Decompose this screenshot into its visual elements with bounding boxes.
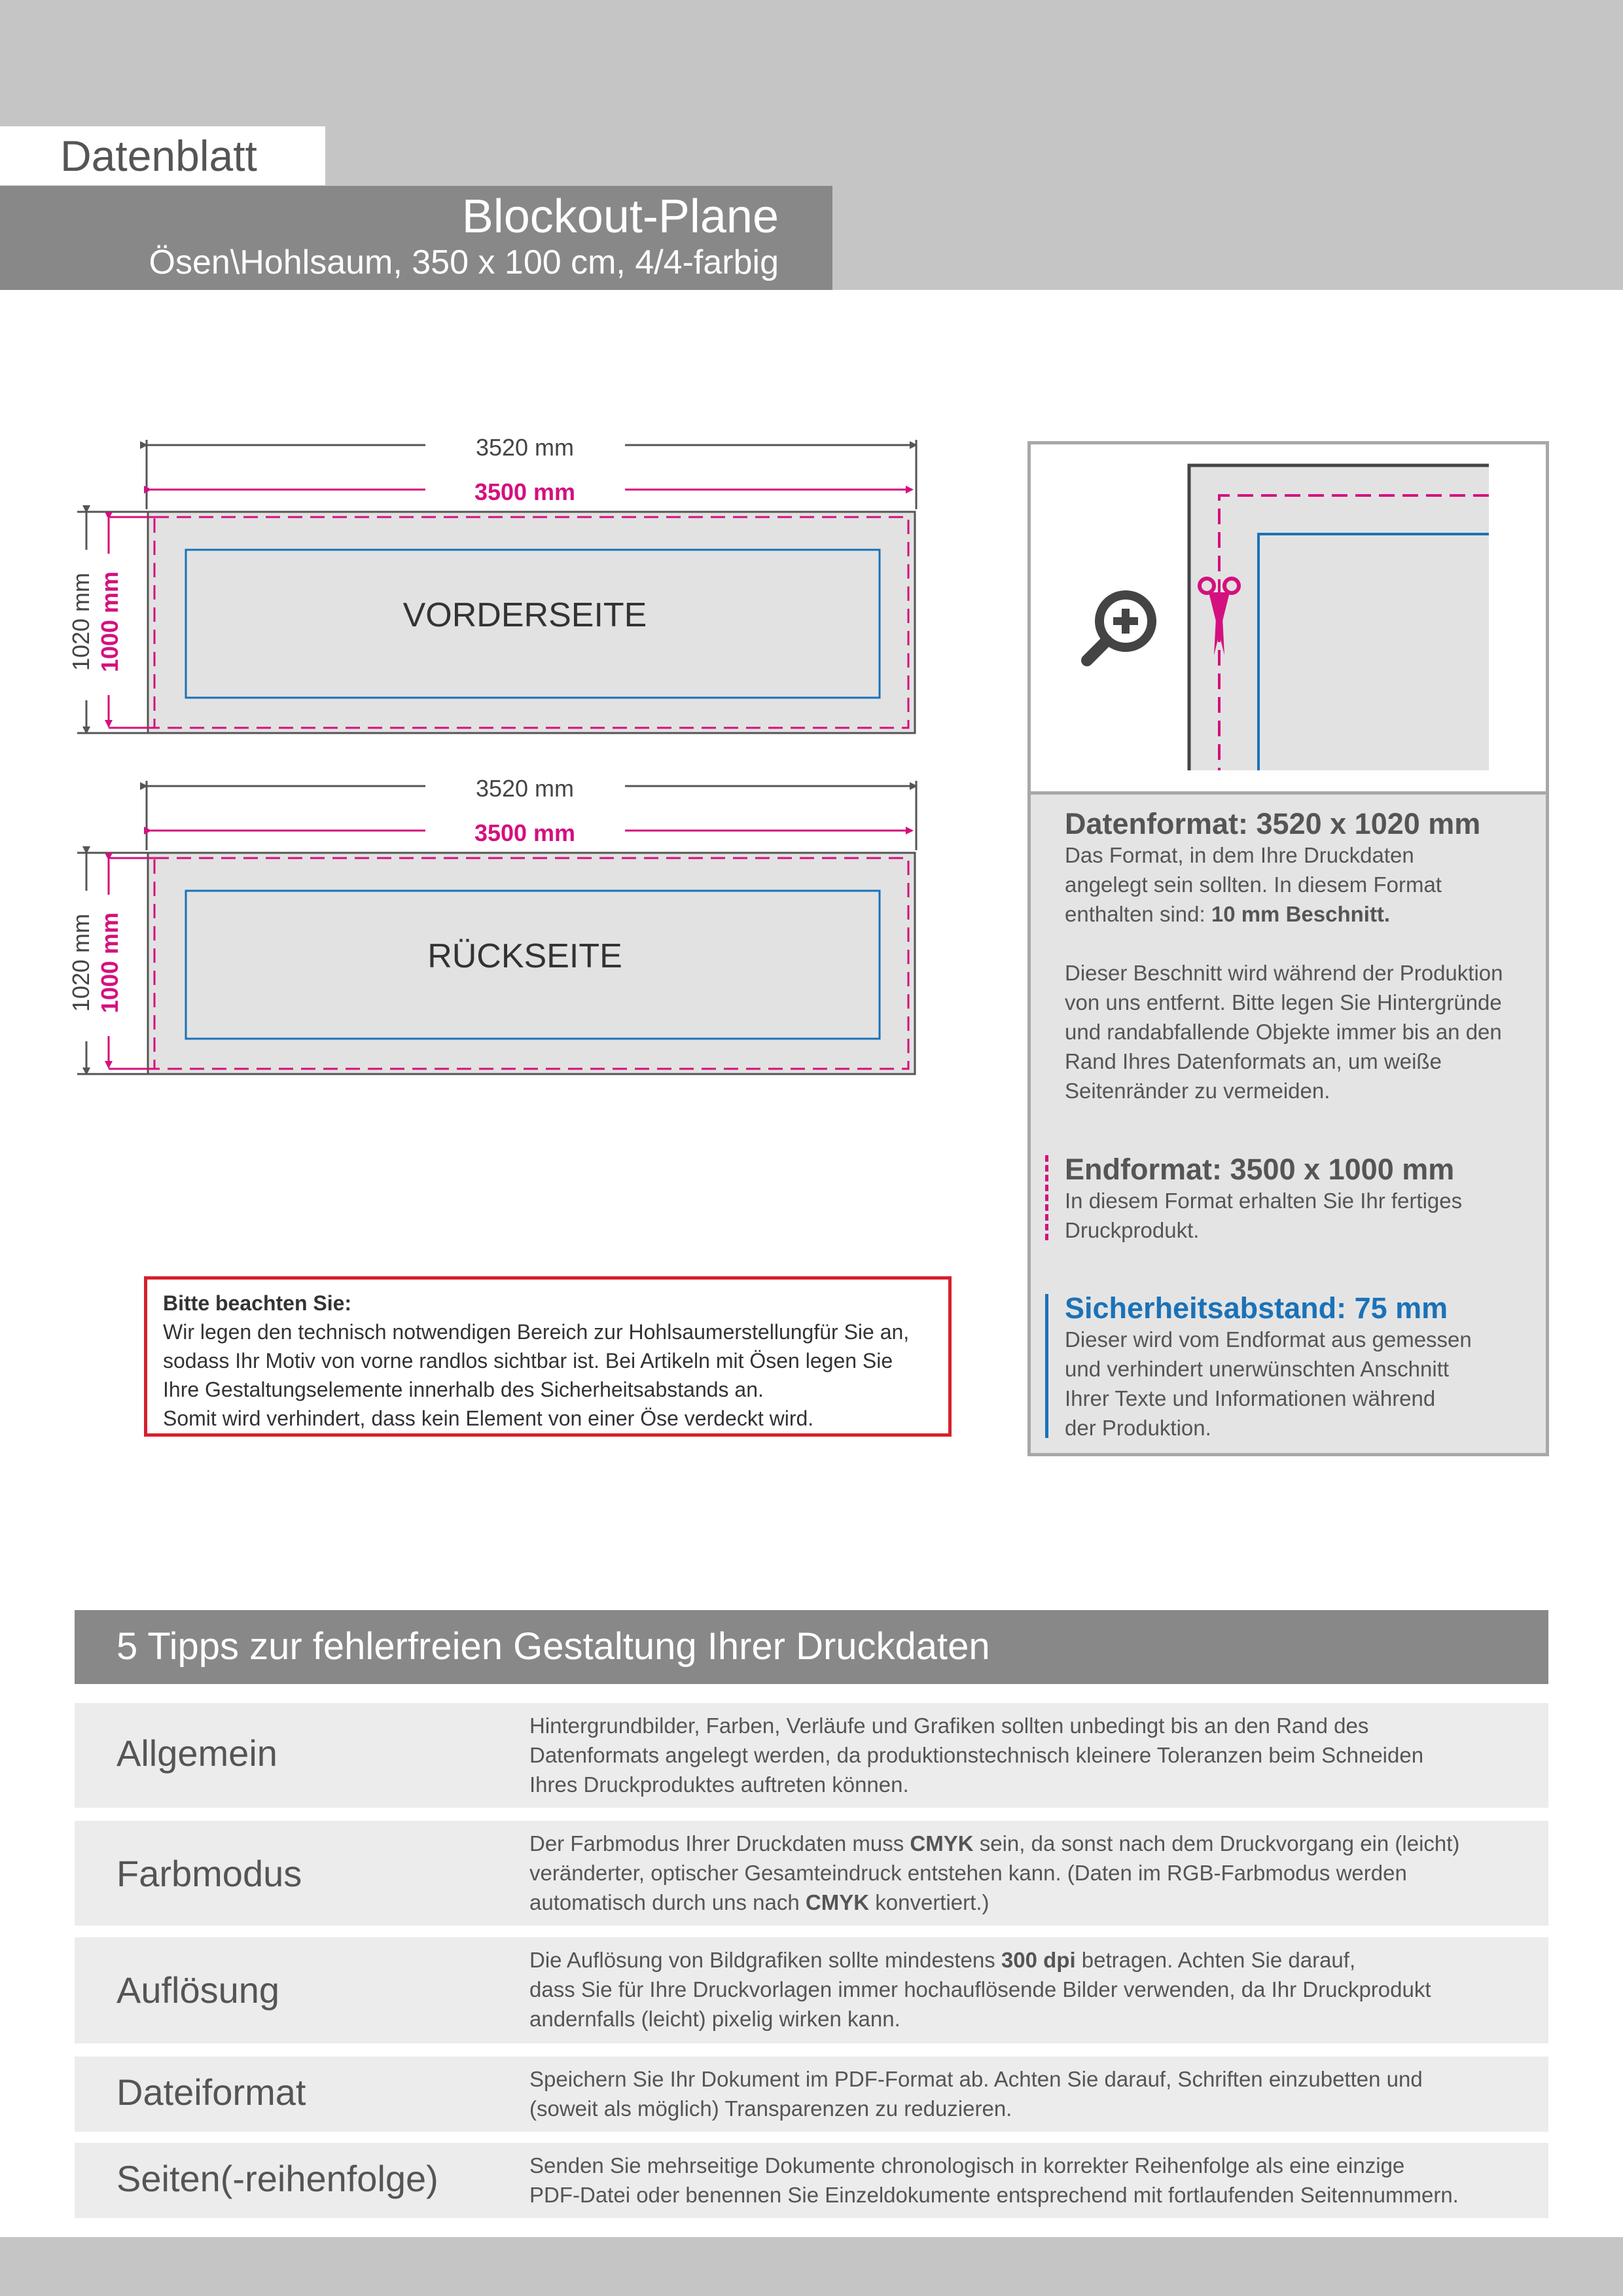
notice-line: Ihre Gestaltungselemente innerhalb des Sicherheitsabstands an. — [163, 1378, 764, 1401]
bottom-band — [0, 2237, 1623, 2296]
back-final-width: 3500 mm — [474, 819, 576, 846]
datenformat-text: angelegt sein sollten. In diesem Format — [1065, 872, 1442, 897]
back-final-height: 1000 mm — [96, 912, 123, 1014]
sicherheit-text: der Produktion. — [1065, 1416, 1211, 1440]
tips-title: 5 Tipps zur fehlerfreien Gestaltung Ihrer Druckdaten — [116, 1625, 990, 1668]
sicherheit-text: Dieser wird vom Endformat aus gemessen — [1065, 1327, 1472, 1352]
notice-box — [144, 1276, 952, 1437]
front-diagram — [67, 434, 916, 733]
tip-row-seiten — [75, 2143, 1548, 2218]
notice-line: Somit wird verhindert, dass kein Element von einer Öse verdeckt wird. — [163, 1407, 814, 1430]
notice-line: Wir legen den technisch notwendigen Bereich zur Hohlsaumerstellungfür Sie an, — [163, 1320, 910, 1344]
endformat-text: Druckprodukt. — [1065, 1218, 1200, 1242]
tip-text: Hintergrundbilder, Farben, Verläufe und Grafiken sollten unbedingt bis an den Rand des Datenformats angelegt werden, da produktionstechnisch kleinere Toleranzen beim Schneiden Ihres Druckproduktes auftreten können. — [529, 1713, 1424, 1797]
datenformat-text: Das Format, in dem Ihre Druckdaten — [1065, 843, 1414, 867]
back-label: RÜCKSEITE — [427, 937, 622, 975]
tip-text: Senden Sie mehrseitige Dokumente chronologisch in korrekter Reihenfolge als eine einzige PDF-Datei oder benennen Sie Einzeldokumente entsprechend mit fortlaufenden Seitennummern. — [529, 2153, 1459, 2207]
front-data-width: 3520 mm — [475, 434, 575, 461]
beschnitt-text: Seitenränder zu vermeiden. — [1065, 1079, 1330, 1103]
back-data-height: 1020 mm — [67, 913, 94, 1013]
detail-illustration — [1031, 444, 1546, 791]
tip-row-farbmodus — [75, 1821, 1548, 1926]
tip-name: Allgemein — [116, 1732, 277, 1774]
sicherheit-text: und verhindert unerwünschten Anschnitt — [1065, 1357, 1450, 1381]
beschnitt-text: von uns entfernt. Bitte legen Sie Hintergründe — [1065, 990, 1502, 1014]
beschnitt-text: und randabfallende Objekte immer bis an den — [1065, 1020, 1502, 1044]
legend-panel — [1027, 441, 1549, 1456]
beschnitt-text: Rand Ihres Datenformats an, um weiße — [1065, 1049, 1442, 1073]
tip-row-dateiformat — [75, 2056, 1548, 2132]
front-final-height: 1000 mm — [96, 571, 123, 673]
product-title: Blockout-Plane — [461, 190, 779, 243]
tip-name: Seiten(-reihenfolge) — [116, 2158, 438, 2199]
sicherheit-marker — [1045, 1294, 1048, 1438]
tip-row-aufloesung — [75, 1937, 1548, 2043]
beschnitt-text: Dieser Beschnitt wird während der Produktion — [1065, 961, 1503, 985]
front-label: VORDERSEITE — [402, 596, 647, 634]
front-final-width: 3500 mm — [474, 478, 576, 505]
back-diagram — [67, 775, 916, 1074]
tip-text: Die Auflösung von Bildgrafiken sollte mindestens 300 dpi betragen. Achten Sie darauf, dass Sie für Ihre Druckvorlagen immer hochauflösende Bilder verwenden, da Ihr Druckprodukt andernfalls (leicht) pixelig wirken kann. — [529, 1948, 1431, 2031]
datenblatt-label: Datenblatt — [60, 132, 257, 180]
notice-title: Bitte beachten Sie: — [163, 1291, 352, 1315]
tip-text: Speichern Sie Ihr Dokument im PDF-Format ab. Achten Sie darauf, Schriften einzubetten und (soweit als möglich) Transparenzen zu reduzieren. — [529, 2067, 1423, 2121]
product-subtitle: Ösen\Hohlsaum, 350 x 100 cm, 4/4-farbig — [149, 243, 779, 281]
zoom-in-icon — [1087, 595, 1152, 660]
endformat-marker — [1045, 1155, 1048, 1240]
tip-name: Farbmodus — [116, 1853, 302, 1894]
back-data-width: 3520 mm — [475, 775, 575, 802]
tip-name: Dateiformat — [116, 2072, 306, 2113]
endformat-text: In diesem Format erhalten Sie Ihr fertiges — [1065, 1189, 1463, 1213]
detail-preview — [1031, 444, 1546, 795]
tip-row-allgemein — [75, 1703, 1548, 1808]
datenformat-text: enthalten sind: 10 mm Beschnitt. — [1065, 902, 1391, 926]
tip-name: Auflösung — [116, 1969, 280, 2011]
format-diagram — [0, 393, 955, 1113]
datenformat-heading: Datenformat: 3520 x 1020 mm — [1065, 807, 1481, 840]
notice-line: sodass Ihr Motiv von vorne randlos sichtbar ist. Bei Artikeln mit Ösen legen Sie — [163, 1349, 893, 1372]
endformat-heading: Endformat: 3500 x 1000 mm — [1065, 1153, 1455, 1186]
sicherheit-text: Ihrer Texte und Informationen während — [1065, 1386, 1436, 1410]
front-data-height: 1020 mm — [67, 572, 94, 672]
tip-text: Der Farbmodus Ihrer Druckdaten muss CMYK sein, da sonst nach dem Druckvorgang ein (leicht) veränderter, optischer Gesamteindruck entstehen kann. (Daten im RGB-Farbmodus werden automatisch durch uns nach CMYK konvertiert.) — [529, 1831, 1460, 1914]
sicherheit-heading: Sicherheitsabstand: 75 mm — [1065, 1291, 1448, 1325]
